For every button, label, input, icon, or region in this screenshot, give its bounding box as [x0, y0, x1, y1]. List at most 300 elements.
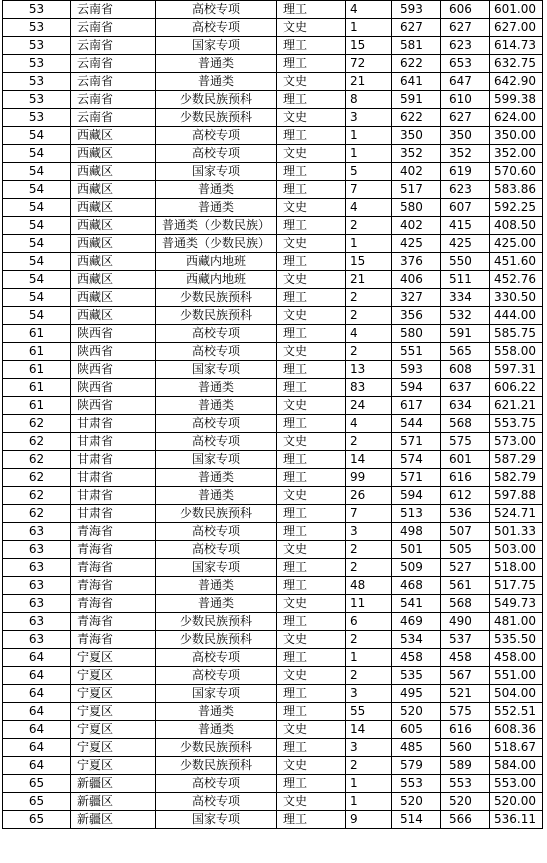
province-cell: 云南省: [71, 55, 156, 73]
min-score-cell: 498: [392, 523, 441, 541]
max-score-cell: 607: [441, 199, 490, 217]
category-cell: 普通类: [156, 73, 277, 91]
province-cell: 宁夏区: [71, 703, 156, 721]
category-cell: 普通类: [156, 721, 277, 739]
count-cell: 1: [346, 649, 392, 667]
max-score-cell: 561: [441, 577, 490, 595]
category-cell: 少数民族预科: [156, 613, 277, 631]
table-row: [3, 541, 543, 559]
province-cell: 甘肃省: [71, 505, 156, 523]
province-code-cell: 63: [3, 559, 71, 577]
province-code-cell: 61: [3, 325, 71, 343]
subject-cell: 理工: [277, 289, 346, 307]
table-row: [3, 721, 543, 739]
max-score-cell: 568: [441, 595, 490, 613]
table-row: [3, 55, 543, 73]
province-cell: 西藏区: [71, 307, 156, 325]
avg-score-cell: 536.11: [490, 811, 543, 829]
province-code-cell: 53: [3, 37, 71, 55]
max-score-cell: 550: [441, 253, 490, 271]
subject-cell: 文史: [277, 721, 346, 739]
count-cell: 1: [346, 127, 392, 145]
min-score-cell: 594: [392, 487, 441, 505]
count-cell: 2: [346, 631, 392, 649]
category-cell: 少数民族预科: [156, 307, 277, 325]
count-cell: 7: [346, 505, 392, 523]
table-row: [3, 469, 543, 487]
province-cell: 西藏区: [71, 235, 156, 253]
table-row: [3, 739, 543, 757]
avg-score-cell: 585.75: [490, 325, 543, 343]
count-cell: 26: [346, 487, 392, 505]
max-score-cell: 647: [441, 73, 490, 91]
count-cell: 99: [346, 469, 392, 487]
province-code-cell: 54: [3, 181, 71, 199]
subject-cell: 理工: [277, 379, 346, 397]
max-score-cell: 566: [441, 811, 490, 829]
count-cell: 3: [346, 739, 392, 757]
min-score-cell: 501: [392, 541, 441, 559]
province-cell: 新疆区: [71, 775, 156, 793]
province-cell: 新疆区: [71, 811, 156, 829]
max-score-cell: 527: [441, 559, 490, 577]
min-score-cell: 591: [392, 91, 441, 109]
count-cell: 4: [346, 415, 392, 433]
count-cell: 2: [346, 289, 392, 307]
province-code-cell: 64: [3, 757, 71, 775]
min-score-cell: 356: [392, 307, 441, 325]
province-code-cell: 64: [3, 739, 71, 757]
avg-score-cell: 518.00: [490, 559, 543, 577]
subject-cell: 理工: [277, 613, 346, 631]
table-row: [3, 37, 543, 55]
province-cell: 陕西省: [71, 397, 156, 415]
count-cell: 1: [346, 775, 392, 793]
table-row: [3, 811, 543, 829]
category-cell: 国家专项: [156, 559, 277, 577]
category-cell: 西藏内地班: [156, 271, 277, 289]
subject-cell: 理工: [277, 163, 346, 181]
province-code-cell: 61: [3, 361, 71, 379]
category-cell: 国家专项: [156, 37, 277, 55]
category-cell: 国家专项: [156, 361, 277, 379]
province-code-cell: 62: [3, 469, 71, 487]
min-score-cell: 535: [392, 667, 441, 685]
category-cell: 普通类: [156, 55, 277, 73]
province-code-cell: 53: [3, 19, 71, 37]
subject-cell: 理工: [277, 685, 346, 703]
avg-score-cell: 518.67: [490, 739, 543, 757]
avg-score-cell: 503.00: [490, 541, 543, 559]
province-cell: 青海省: [71, 595, 156, 613]
category-cell: 普通类: [156, 397, 277, 415]
count-cell: 1: [346, 235, 392, 253]
table-row: [3, 703, 543, 721]
subject-cell: 文史: [277, 343, 346, 361]
subject-cell: 文史: [277, 667, 346, 685]
max-score-cell: 458: [441, 649, 490, 667]
avg-score-cell: 583.86: [490, 181, 543, 199]
count-cell: 2: [346, 667, 392, 685]
category-cell: 高校专项: [156, 343, 277, 361]
min-score-cell: 514: [392, 811, 441, 829]
avg-score-cell: 553.00: [490, 775, 543, 793]
max-score-cell: 619: [441, 163, 490, 181]
subject-cell: 理工: [277, 37, 346, 55]
subject-cell: 理工: [277, 127, 346, 145]
province-cell: 西藏区: [71, 253, 156, 271]
avg-score-cell: 452.76: [490, 271, 543, 289]
province-cell: 云南省: [71, 19, 156, 37]
count-cell: 21: [346, 73, 392, 91]
province-code-cell: 63: [3, 595, 71, 613]
max-score-cell: 507: [441, 523, 490, 541]
province-code-cell: 54: [3, 235, 71, 253]
province-code-cell: 62: [3, 433, 71, 451]
category-cell: 西藏内地班: [156, 253, 277, 271]
count-cell: 2: [346, 559, 392, 577]
count-cell: 72: [346, 55, 392, 73]
province-code-cell: 64: [3, 649, 71, 667]
table-row: [3, 1, 543, 19]
category-cell: 高校专项: [156, 415, 277, 433]
max-score-cell: 511: [441, 271, 490, 289]
avg-score-cell: 599.38: [490, 91, 543, 109]
table-row: [3, 559, 543, 577]
table-row: [3, 685, 543, 703]
province-code-cell: 61: [3, 397, 71, 415]
subject-cell: 理工: [277, 649, 346, 667]
category-cell: 国家专项: [156, 685, 277, 703]
count-cell: 48: [346, 577, 392, 595]
max-score-cell: 623: [441, 37, 490, 55]
count-cell: 55: [346, 703, 392, 721]
min-score-cell: 376: [392, 253, 441, 271]
table-body: [3, 1, 543, 829]
avg-score-cell: 587.29: [490, 451, 543, 469]
category-cell: 少数民族预科: [156, 91, 277, 109]
table-row: [3, 667, 543, 685]
count-cell: 2: [346, 307, 392, 325]
province-code-cell: 64: [3, 703, 71, 721]
province-cell: 云南省: [71, 37, 156, 55]
min-score-cell: 593: [392, 1, 441, 19]
table-row: [3, 793, 543, 811]
category-cell: 高校专项: [156, 127, 277, 145]
table-row: [3, 523, 543, 541]
max-score-cell: 567: [441, 667, 490, 685]
avg-score-cell: 458.00: [490, 649, 543, 667]
min-score-cell: 327: [392, 289, 441, 307]
table-row: [3, 757, 543, 775]
category-cell: 普通类: [156, 703, 277, 721]
province-cell: 西藏区: [71, 181, 156, 199]
province-code-cell: 54: [3, 127, 71, 145]
max-score-cell: 610: [441, 91, 490, 109]
count-cell: 2: [346, 217, 392, 235]
count-cell: 7: [346, 181, 392, 199]
province-cell: 甘肃省: [71, 433, 156, 451]
count-cell: 6: [346, 613, 392, 631]
category-cell: 高校专项: [156, 649, 277, 667]
province-code-cell: 54: [3, 145, 71, 163]
avg-score-cell: 632.75: [490, 55, 543, 73]
province-cell: 西藏区: [71, 289, 156, 307]
max-score-cell: 608: [441, 361, 490, 379]
table-row: [3, 631, 543, 649]
count-cell: 1: [346, 145, 392, 163]
avg-score-cell: 501.33: [490, 523, 543, 541]
max-score-cell: 565: [441, 343, 490, 361]
min-score-cell: 485: [392, 739, 441, 757]
min-score-cell: 517: [392, 181, 441, 199]
subject-cell: 理工: [277, 181, 346, 199]
province-cell: 青海省: [71, 541, 156, 559]
category-cell: 普通类（少数民族）: [156, 235, 277, 253]
subject-cell: 理工: [277, 1, 346, 19]
avg-score-cell: 553.75: [490, 415, 543, 433]
table-row: [3, 127, 543, 145]
subject-cell: 文史: [277, 199, 346, 217]
min-score-cell: 580: [392, 199, 441, 217]
count-cell: 14: [346, 451, 392, 469]
avg-score-cell: 592.25: [490, 199, 543, 217]
table-row: [3, 343, 543, 361]
category-cell: 高校专项: [156, 1, 277, 19]
avg-score-cell: 558.00: [490, 343, 543, 361]
province-code-cell: 63: [3, 577, 71, 595]
min-score-cell: 495: [392, 685, 441, 703]
province-cell: 云南省: [71, 1, 156, 19]
category-cell: 国家专项: [156, 451, 277, 469]
province-cell: 甘肃省: [71, 451, 156, 469]
min-score-cell: 594: [392, 379, 441, 397]
min-score-cell: 534: [392, 631, 441, 649]
province-cell: 青海省: [71, 559, 156, 577]
province-cell: 陕西省: [71, 361, 156, 379]
province-code-cell: 53: [3, 109, 71, 127]
count-cell: 2: [346, 433, 392, 451]
count-cell: 4: [346, 325, 392, 343]
category-cell: 高校专项: [156, 523, 277, 541]
subject-cell: 文史: [277, 793, 346, 811]
max-score-cell: 634: [441, 397, 490, 415]
max-score-cell: 575: [441, 433, 490, 451]
subject-cell: 文史: [277, 307, 346, 325]
max-score-cell: 490: [441, 613, 490, 631]
subject-cell: 理工: [277, 361, 346, 379]
province-cell: 云南省: [71, 73, 156, 91]
province-cell: 西藏区: [71, 145, 156, 163]
max-score-cell: 601: [441, 451, 490, 469]
category-cell: 少数民族预科: [156, 109, 277, 127]
province-cell: 青海省: [71, 577, 156, 595]
province-code-cell: 61: [3, 343, 71, 361]
category-cell: 普通类: [156, 595, 277, 613]
count-cell: 15: [346, 253, 392, 271]
table-row: [3, 325, 543, 343]
count-cell: 5: [346, 163, 392, 181]
subject-cell: 理工: [277, 775, 346, 793]
min-score-cell: 622: [392, 109, 441, 127]
subject-cell: 文史: [277, 433, 346, 451]
count-cell: 2: [346, 541, 392, 559]
avg-score-cell: 614.73: [490, 37, 543, 55]
avg-score-cell: 451.60: [490, 253, 543, 271]
province-code-cell: 65: [3, 793, 71, 811]
subject-cell: 文史: [277, 145, 346, 163]
table-row: [3, 613, 543, 631]
table-row: [3, 271, 543, 289]
category-cell: 高校专项: [156, 145, 277, 163]
table-row: [3, 199, 543, 217]
table-row: [3, 397, 543, 415]
province-cell: 云南省: [71, 91, 156, 109]
subject-cell: 文史: [277, 73, 346, 91]
province-code-cell: 64: [3, 685, 71, 703]
count-cell: 9: [346, 811, 392, 829]
min-score-cell: 579: [392, 757, 441, 775]
province-cell: 甘肃省: [71, 487, 156, 505]
category-cell: 普通类: [156, 379, 277, 397]
province-code-cell: 63: [3, 523, 71, 541]
subject-cell: 文史: [277, 109, 346, 127]
province-cell: 青海省: [71, 523, 156, 541]
count-cell: 15: [346, 37, 392, 55]
category-cell: 普通类: [156, 469, 277, 487]
min-score-cell: 581: [392, 37, 441, 55]
province-cell: 陕西省: [71, 343, 156, 361]
table-row: [3, 361, 543, 379]
avg-score-cell: 352.00: [490, 145, 543, 163]
max-score-cell: 627: [441, 19, 490, 37]
table-row: [3, 307, 543, 325]
count-cell: 3: [346, 523, 392, 541]
max-score-cell: 415: [441, 217, 490, 235]
avg-score-cell: 350.00: [490, 127, 543, 145]
subject-cell: 文史: [277, 19, 346, 37]
province-cell: 西藏区: [71, 217, 156, 235]
category-cell: 高校专项: [156, 325, 277, 343]
subject-cell: 理工: [277, 253, 346, 271]
max-score-cell: 623: [441, 181, 490, 199]
min-score-cell: 406: [392, 271, 441, 289]
avg-score-cell: 582.79: [490, 469, 543, 487]
min-score-cell: 509: [392, 559, 441, 577]
category-cell: 普通类（少数民族）: [156, 217, 277, 235]
subject-cell: 文史: [277, 487, 346, 505]
count-cell: 8: [346, 91, 392, 109]
category-cell: 少数民族预科: [156, 739, 277, 757]
province-cell: 宁夏区: [71, 649, 156, 667]
subject-cell: 理工: [277, 577, 346, 595]
min-score-cell: 641: [392, 73, 441, 91]
min-score-cell: 544: [392, 415, 441, 433]
avg-score-cell: 552.51: [490, 703, 543, 721]
avg-score-cell: 330.50: [490, 289, 543, 307]
subject-cell: 文史: [277, 235, 346, 253]
table-row: [3, 577, 543, 595]
min-score-cell: 402: [392, 217, 441, 235]
province-cell: 新疆区: [71, 793, 156, 811]
max-score-cell: 616: [441, 469, 490, 487]
province-cell: 青海省: [71, 613, 156, 631]
min-score-cell: 520: [392, 793, 441, 811]
avg-score-cell: 524.71: [490, 505, 543, 523]
category-cell: 普通类: [156, 181, 277, 199]
avg-score-cell: 597.88: [490, 487, 543, 505]
subject-cell: 文史: [277, 271, 346, 289]
province-code-cell: 64: [3, 667, 71, 685]
min-score-cell: 541: [392, 595, 441, 613]
subject-cell: 文史: [277, 595, 346, 613]
avg-score-cell: 627.00: [490, 19, 543, 37]
province-code-cell: 64: [3, 721, 71, 739]
min-score-cell: 627: [392, 19, 441, 37]
max-score-cell: 537: [441, 631, 490, 649]
table-row: [3, 145, 543, 163]
count-cell: 1: [346, 19, 392, 37]
max-score-cell: 560: [441, 739, 490, 757]
province-cell: 云南省: [71, 109, 156, 127]
avg-score-cell: 520.00: [490, 793, 543, 811]
subject-cell: 理工: [277, 217, 346, 235]
max-score-cell: 637: [441, 379, 490, 397]
min-score-cell: 469: [392, 613, 441, 631]
table-row: [3, 649, 543, 667]
province-cell: 宁夏区: [71, 685, 156, 703]
category-cell: 少数民族预科: [156, 631, 277, 649]
table-row: [3, 289, 543, 307]
province-code-cell: 63: [3, 541, 71, 559]
table-row: [3, 235, 543, 253]
province-cell: 宁夏区: [71, 721, 156, 739]
min-score-cell: 571: [392, 433, 441, 451]
max-score-cell: 520: [441, 793, 490, 811]
province-code-cell: 54: [3, 307, 71, 325]
province-cell: 宁夏区: [71, 739, 156, 757]
max-score-cell: 521: [441, 685, 490, 703]
max-score-cell: 575: [441, 703, 490, 721]
avg-score-cell: 597.31: [490, 361, 543, 379]
count-cell: 4: [346, 1, 392, 19]
min-score-cell: 402: [392, 163, 441, 181]
max-score-cell: 589: [441, 757, 490, 775]
avg-score-cell: 606.22: [490, 379, 543, 397]
table-row: [3, 451, 543, 469]
avg-score-cell: 573.00: [490, 433, 543, 451]
max-score-cell: 334: [441, 289, 490, 307]
subject-cell: 理工: [277, 505, 346, 523]
table-row: [3, 415, 543, 433]
avg-score-cell: 444.00: [490, 307, 543, 325]
subject-cell: 理工: [277, 739, 346, 757]
min-score-cell: 617: [392, 397, 441, 415]
min-score-cell: 571: [392, 469, 441, 487]
count-cell: 83: [346, 379, 392, 397]
table-row: [3, 433, 543, 451]
subject-cell: 理工: [277, 811, 346, 829]
min-score-cell: 350: [392, 127, 441, 145]
table-row: [3, 595, 543, 613]
table-row: [3, 109, 543, 127]
min-score-cell: 551: [392, 343, 441, 361]
subject-cell: 理工: [277, 469, 346, 487]
province-code-cell: 54: [3, 163, 71, 181]
avg-score-cell: 504.00: [490, 685, 543, 703]
province-code-cell: 53: [3, 55, 71, 73]
category-cell: 少数民族预科: [156, 757, 277, 775]
